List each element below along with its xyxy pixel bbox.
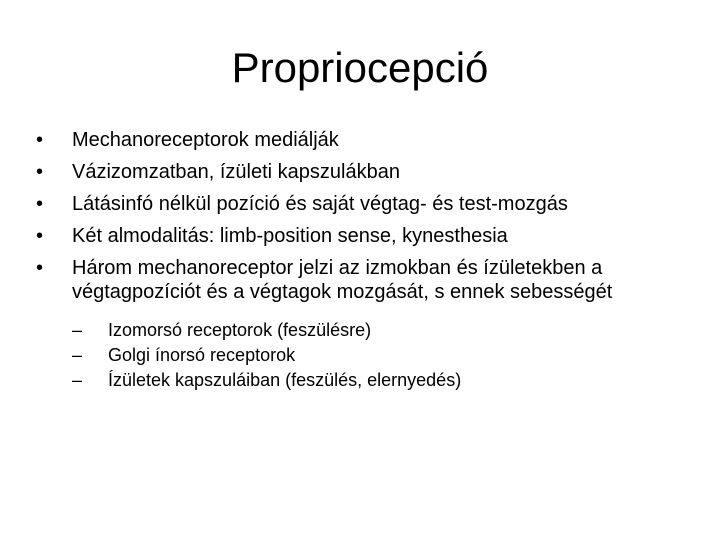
sub-bullet-text: Golgi ínorsó receptorok	[108, 345, 296, 365]
bullet-item	[36, 224, 686, 248]
bullet-marker: •	[36, 193, 44, 215]
bullet-text: Látásinfó nélkül pozíció és saját végtag- és test-mozgás	[72, 193, 568, 215]
bullet-text: Három mechanoreceptor jelzi az izmokban és ízületekben a végtagpozíciót és a végtagok mozgását, s ennek sebességét	[72, 257, 613, 303]
sub-bullet-list	[72, 320, 686, 391]
bullet-marker: •	[36, 161, 44, 183]
bullet-item	[36, 160, 686, 184]
bullet-text: Mechanoreceptorok mediálják	[72, 129, 339, 151]
sub-bullet-text: Ízületek kapszuláiban (feszülés, elernyedés)	[108, 370, 462, 390]
sub-bullet-item	[72, 320, 686, 341]
bullet-item	[36, 128, 686, 152]
bullet-item	[36, 256, 686, 391]
bullet-list	[36, 128, 686, 399]
sub-bullet-text: Izomorsó receptorok (feszülésre)	[108, 320, 372, 340]
bullet-text: Két almodalitás: limb-position sense, kynesthesia	[72, 225, 508, 247]
sub-bullet-item	[72, 370, 686, 391]
bullet-text: Vázizomzatban, ízületi kapszulákban	[72, 161, 400, 183]
bullet-item	[36, 192, 686, 216]
sub-bullet-marker: –	[72, 370, 83, 390]
bullet-marker: •	[36, 225, 44, 247]
sub-bullet-marker: –	[72, 345, 83, 365]
slide-title: Propriocepció	[231, 44, 489, 91]
bullet-marker: •	[36, 129, 44, 151]
sub-bullet-item	[72, 345, 686, 366]
sub-bullet-marker: –	[72, 320, 83, 340]
bullet-marker: •	[36, 257, 44, 279]
